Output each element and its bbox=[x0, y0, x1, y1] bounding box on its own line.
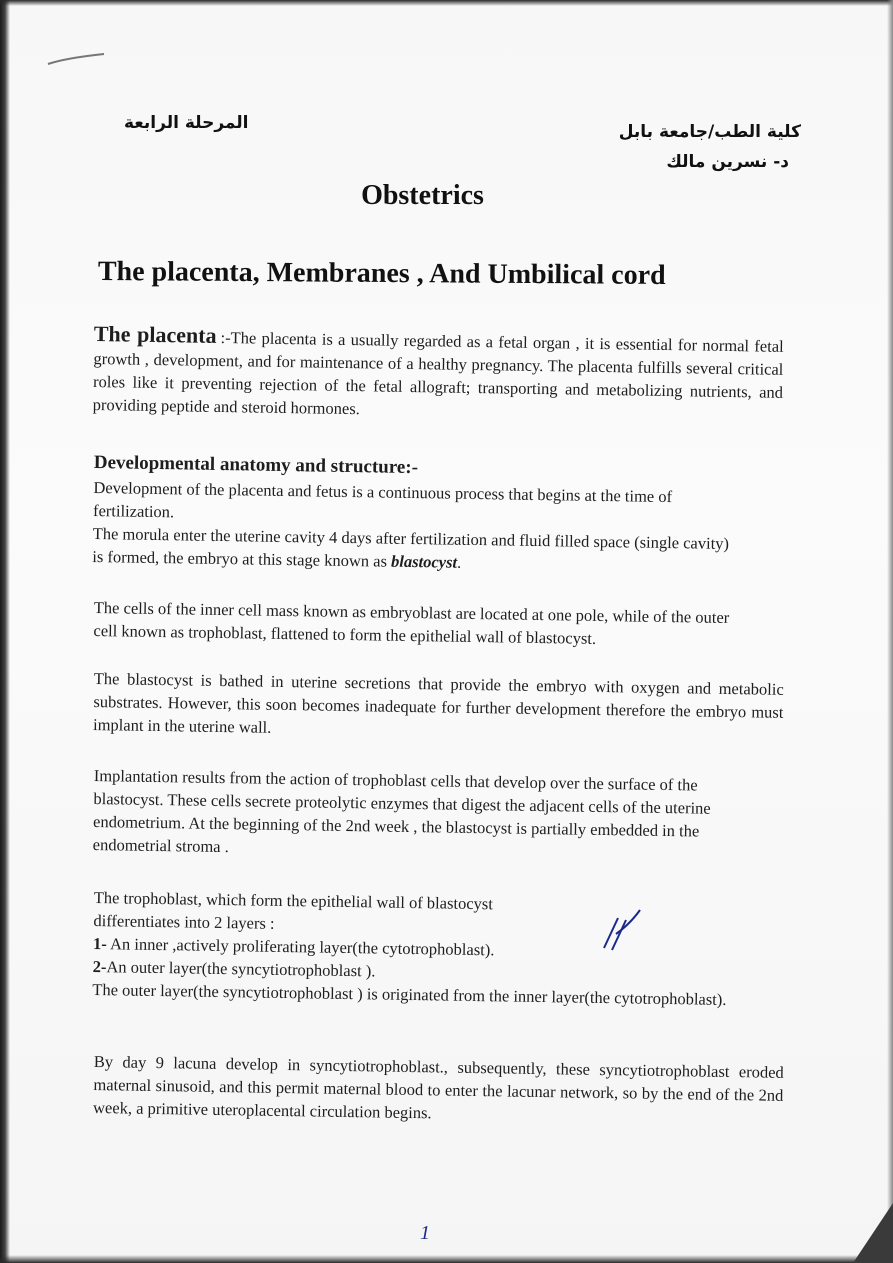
scan-shadow-bottom bbox=[0, 1255, 893, 1263]
outer-layer-origin: The outer layer(the syncytiotrophoblast ) is originated from the inner layer(the cytotrophoblast). bbox=[92, 979, 727, 1009]
layer-item-2-number: 2- bbox=[92, 956, 107, 977]
paragraph-trophoblast bbox=[92, 886, 784, 1012]
morula-text: The morula enter the uterine cavity 4 days after fertilization and fluid filled space (single cavity) is formed, the embryo at this stage known as bbox=[92, 523, 730, 571]
blastocyst-term: blastocyst bbox=[390, 551, 458, 572]
scan-shadow-top bbox=[0, 0, 893, 6]
layer-item-1-text: An inner ,actively proliferating layer(the cytotrophoblast). bbox=[106, 934, 495, 960]
page-title: The placenta, Membranes , And Umbilical cord bbox=[97, 256, 666, 291]
paragraph-inner-cell-mass: The cells of the inner cell mass known as embryoblast are located at one pole, while of the outer cell known as trophoblast, flattened to form the epithelial wall of blastocyst. bbox=[93, 597, 730, 648]
handwritten-signature bbox=[596, 904, 646, 954]
section-heading: Developmental anatomy and structure:- bbox=[93, 451, 419, 479]
trophoblast-line-1: The trophoblast, which form the epithelial wall of blastocyst bbox=[93, 887, 494, 914]
layer-item-1-number: 1- bbox=[92, 933, 107, 954]
morula-end: . bbox=[456, 552, 462, 572]
college-label: كلية الطب/جامعة بابل bbox=[618, 122, 801, 142]
intro-heading: The placenta bbox=[93, 321, 217, 348]
subject-title: Obstetrics bbox=[361, 180, 484, 211]
doctor-name: د- نسرين مالك bbox=[666, 152, 789, 172]
scan-shadow-right bbox=[887, 0, 893, 1263]
folded-corner bbox=[853, 1203, 893, 1263]
paragraph-development: Development of the placenta and fetus is a continuous process that begins at the time of fertilization. bbox=[92, 477, 673, 522]
layer-item-2-text: An outer layer(the syncytiotrophoblast ). bbox=[106, 957, 376, 981]
intro-paragraph bbox=[93, 322, 784, 427]
trophoblast-line-2: differentiates into 2 layers : bbox=[93, 910, 275, 933]
staple-mark bbox=[46, 52, 106, 66]
section-development bbox=[92, 451, 784, 579]
page-number: 1 bbox=[420, 1222, 430, 1244]
stage-label: المرحلة الرابعة bbox=[124, 113, 249, 133]
paragraph-morula bbox=[92, 522, 783, 579]
paragraph-blastocyst-bathed: The blastocyst is bathed in uterine secretions that provide the embryo with oxygen and metabolic substrates. However, this soon becomes inadequate for further development therefore the embryo must implant in the uterine wall. bbox=[92, 668, 784, 737]
paragraph-lacuna: By day 9 lacuna develop in syncytiotrophoblast., subsequently, these syncytiotrophoblast eroded maternal sinusoid, and this permit maternal blood to enter the lacunar network, so by the end of the 2nd week, a primitive uteroplacental circulation begins. bbox=[92, 1051, 784, 1123]
intro-text: :-The placenta is a usually regarded as a fetal organ , it is essential for normal fetal growth , development, and for maintenance of a healthy pregnancy. The placenta fulfills several critical roles like it preventing rejection of the fetal allograft; transporting and metabolizing nutrients, and providing peptide and steroid hormones. bbox=[92, 327, 784, 419]
paragraph-implantation: Implantation results from the action of trophoblast cells that develop over the surface of the blastocyst. These cells secrete proteolytic enzymes that digest the adjacent cells of the uterine endometrium. At the beginning of the 2nd week , the blastocyst is partially embedded in the endometrial stroma . bbox=[92, 765, 711, 857]
